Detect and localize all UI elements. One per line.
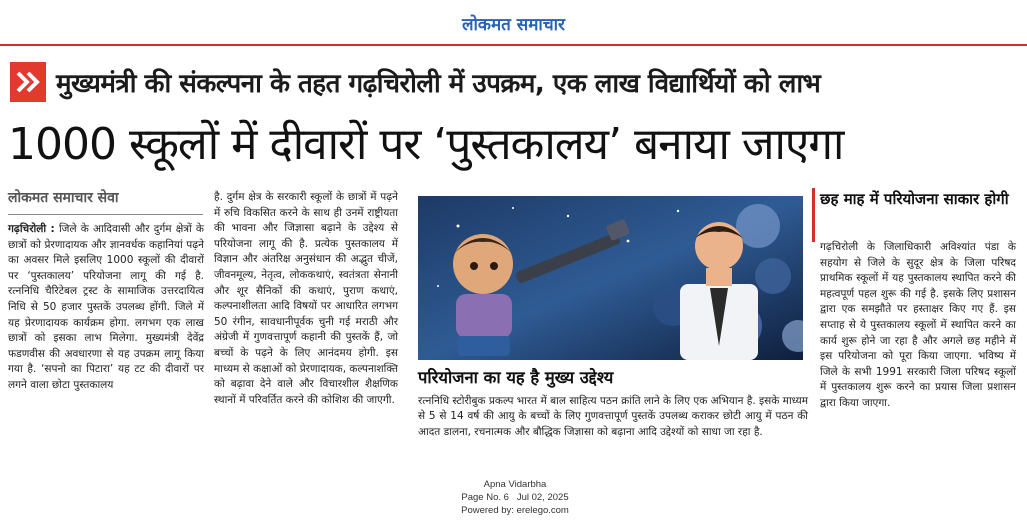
column-2-text: है. दुर्गम क्षेत्र के सरकारी स्कूलों के छात्रों में पढ़ने में रुचि विकसित करने के साथ ही उनमें राष्ट्रीयता की भावना और जिज्ञासा बढ़ाने के उद्देश्य से परियोजना लागू की है. प्रत्येक पुस्तकालय में विज्ञान और अंतरिक्ष अनुसंधान की अद्भुत चीजें, जीवनमूल्य, नेतृत्व, लोककथाएं, स्वतंत्रता सेनानी और शूर सैनिकों की कथाएं, पुराण कथाएं, कल्पनाशीलता आदि विषयों पर आधारित लगभग 50 रंगीन, सावधानीपूर्वक चुनी गई मराठी और अंग्रेजी में गुणवत्तापूर्ण कहानी की पुस्तकें हैं, जो बच्चों के पढ़ने के लिए आनंदमय होगी. इस माध्यम से कक्षाओं को प्रेरणादायक, कल्पनाशक्ति को बढ़ावा देने वाले और विचारशील शैक्षणिक स्थानों में परिवर्तित करने की कोशिश की जाएगी.	[214, 191, 398, 406]
article-illustration	[418, 196, 803, 360]
masthead	[0, 0, 1027, 44]
double-chevron-right-icon	[10, 62, 46, 102]
sidebar-subheading: छह माह में परियोजना साकार होगी	[820, 190, 1009, 208]
masthead-title: लोकमत समाचार	[462, 15, 565, 35]
kicker	[10, 60, 1020, 104]
byline: लोकमत समाचार सेवा	[8, 188, 203, 215]
masthead-rule	[0, 44, 1027, 46]
image-caption	[418, 362, 803, 388]
footer-powered-by: Powered by: erelego.com	[461, 505, 569, 516]
image-caption-text: परियोजना का यह है मुख्य उद्देश्य	[418, 368, 614, 387]
footer-publication: Apna Vidarbha	[483, 479, 547, 490]
footer-page-date: Page No. 6 Jul 02, 2025	[461, 492, 569, 503]
headline: 1000 स्कूलों में दीवारों पर ‘पुस्तकालय’ बनाया जाएगा	[8, 119, 844, 170]
article-column-1	[8, 222, 204, 394]
kicker-text: मुख्यमंत्री की संकल्पना के तहत गढ़चिरोली में उपक्रम, एक लाख विद्यार्थियों को लाभ	[56, 69, 821, 99]
footer	[380, 478, 650, 517]
dateline: गढ़चिरोली :	[8, 223, 55, 235]
sidebar-text: गढ़चिरोली के जिलाधिकारी अविश्यांत पंडा के सहयोग से जिले के सुदूर क्षेत्र के जिला परिषद प्राथमिक स्कूलों में यह पुस्तकालय स्थापित करने की महत्वपूर्ण पहल शुरू की गई है. इसके लिए प्रशासन द्वारा एक समझौते पर हस्ताक्षर किए गए हैं. इस सप्ताह से ये पुस्तकालय स्कूलों में स्थापित करने का कार्य शुरू होने जा रहा है और अगले छह महीने में इस परियोजना को पूरा किया जाएगा. भविष्य में जिले के सभी 1991 सरकारी जिला परिषद स्कूलों में पुस्तकालय शुरू करने का प्रयास जिला प्रशासन द्वारा किया जाएगा.	[820, 241, 1016, 409]
article-column-2	[214, 190, 398, 408]
sidebar-accent-rule	[812, 188, 815, 242]
column-1-text: जिले के आदिवासी और दुर्गम क्षेत्रों के छात्रों को प्रेरणादायक और ज्ञानवर्धक कहानियां पढ़ने का अवसर मिले इसलिए 1000 स्कूलों की दीवारों पर ‘पुस्तकालय’ परियोजना लागू की गई है. रत्ननिधि चैरिटेबल ट्रस्ट के सामाजिक उत्तरदायित्व निधि से 50 हजार पुस्तकें उपलब्ध होंगी. जिले में यह प्रेरणादायक कार्यक्रम होगा. लगभग एक लाख छात्रों को इसका लाभ मिलेगा. मुख्यमंत्री देवेंद्र फडणवीस की अवधारणा से यह उपक्रम लागू किया गया है. ‘सपनो का पिटारा’ यह टट की दीवारों पर लगने वाला छोटा पुस्तकालय	[8, 223, 204, 391]
caption-body: रत्ननिधि स्टोरीबुक प्रकल्प भारत में बाल साहित्य पठन क्रांति लाने के लिए एक अभियान है. इसके माध्यम से 5 से 14 वर्ष की आयु के बच्चों के लिए गुणवत्तापूर्ण पुस्तकें उपलब्ध कराकर छोटी आयु में पठन की आदत डालना, रचनात्मक और बौद्धिक जिज्ञासा को बढ़ाना आदि उद्देश्यों को साधा जा रहा है.	[418, 395, 808, 438]
